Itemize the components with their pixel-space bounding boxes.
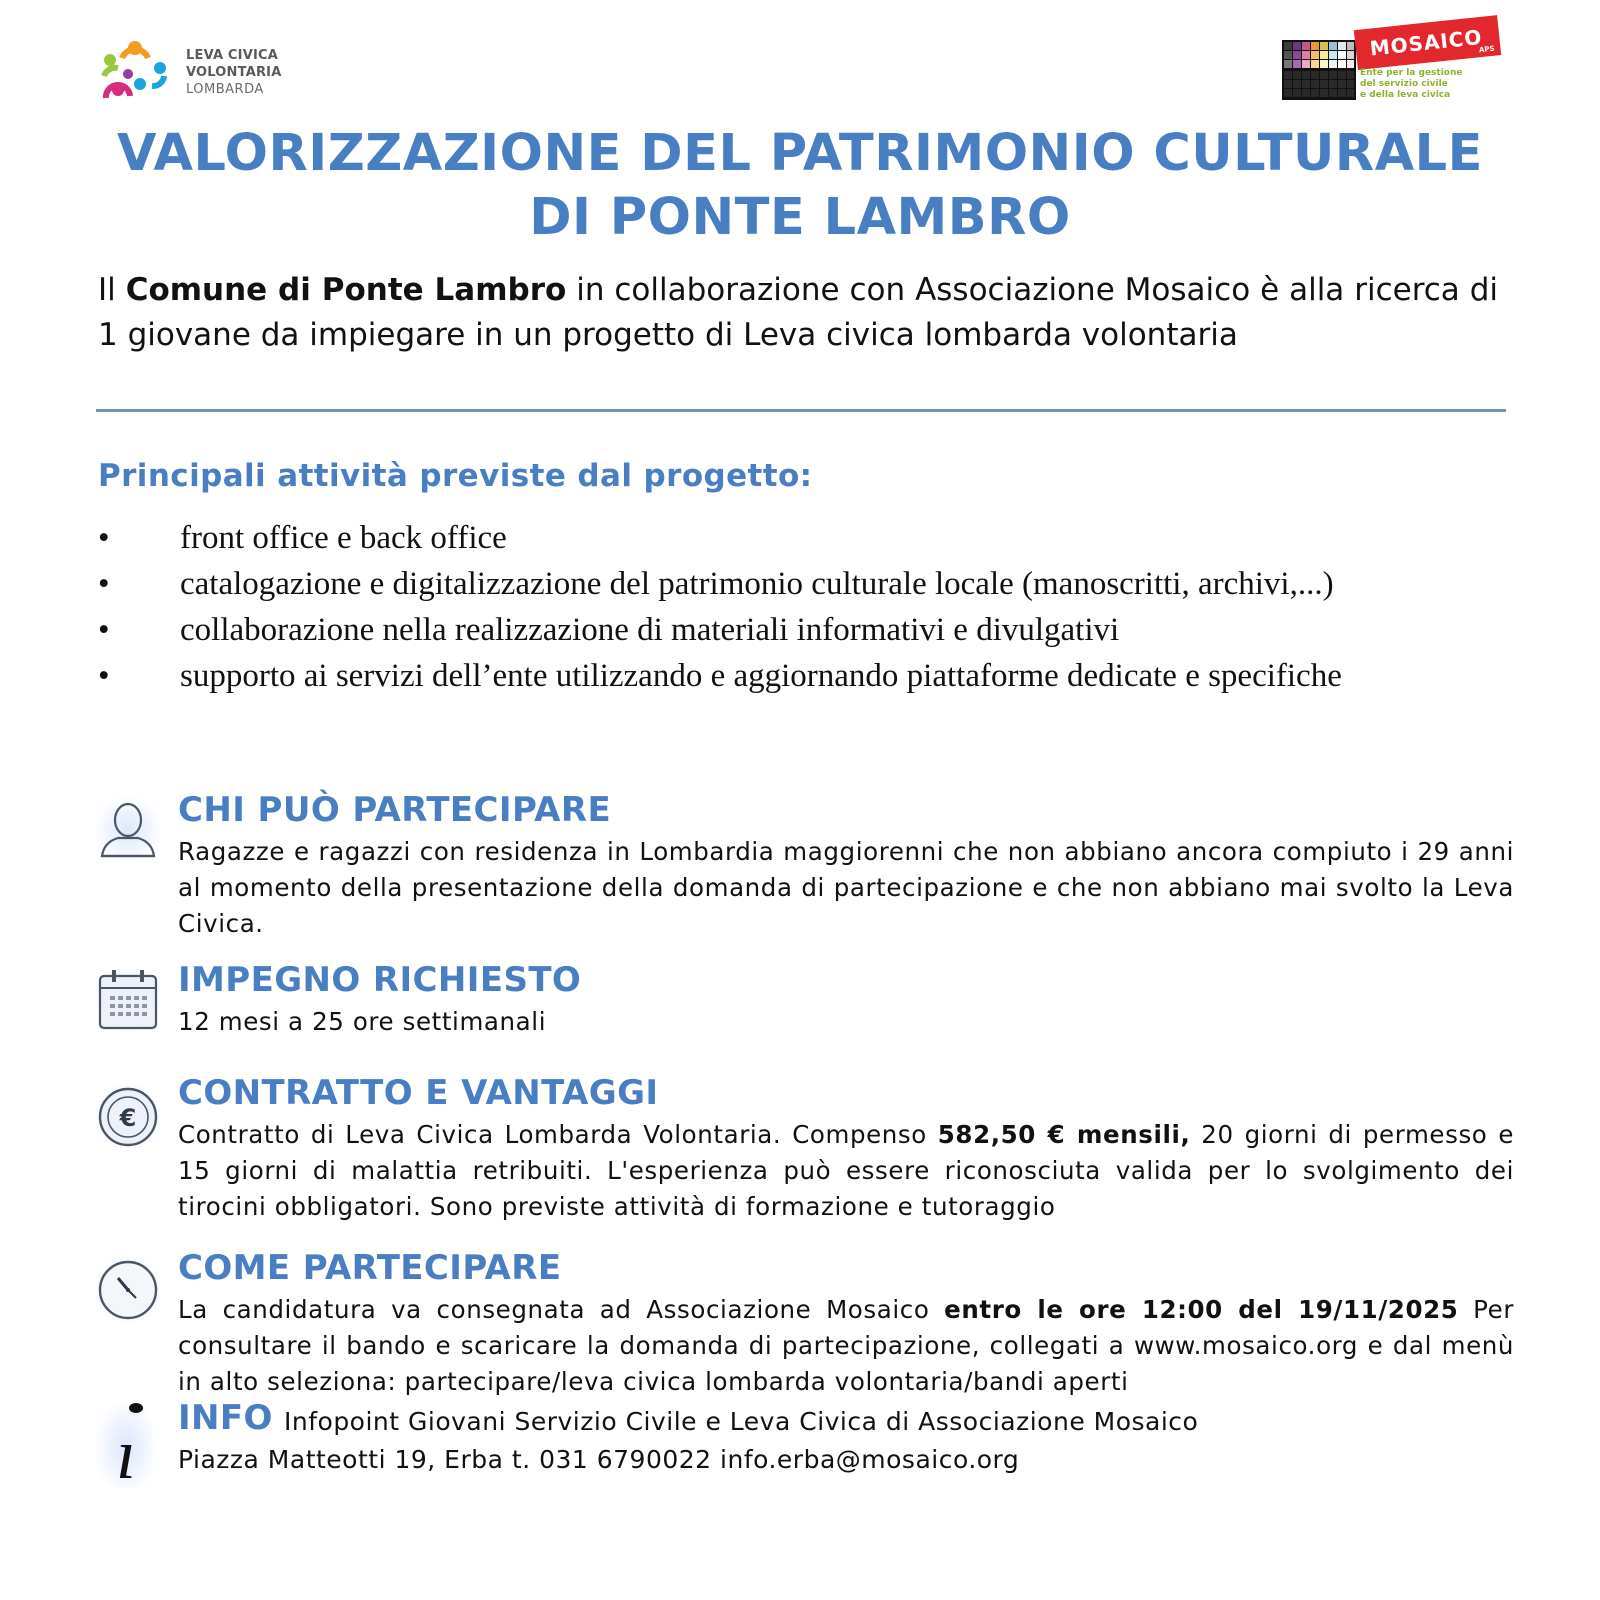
section-body bbox=[178, 1117, 1514, 1225]
compenso-value: 582,50 € mensili, bbox=[937, 1120, 1191, 1149]
clock-icon bbox=[96, 1258, 160, 1322]
person-icon bbox=[96, 798, 160, 862]
activities-heading: Principali attività previste dal progetto: bbox=[98, 458, 813, 494]
bullet: • bbox=[98, 612, 110, 648]
section-body: 12 mesi a 25 ore settimanali bbox=[178, 1007, 547, 1036]
activities-list bbox=[98, 515, 1578, 699]
bullet: • bbox=[98, 566, 110, 602]
mosaico-tagline bbox=[1360, 68, 1463, 101]
section-heading: IMPEGNO RICHIESTO bbox=[178, 960, 582, 1000]
bullet: • bbox=[98, 520, 110, 556]
calendar-icon bbox=[96, 968, 160, 1032]
section-heading: CONTRATTO E VANTAGGI bbox=[178, 1073, 659, 1113]
mosaico-grid-icon bbox=[1282, 40, 1356, 100]
mosaico-tagline-line: e della leva civica bbox=[1360, 90, 1451, 100]
activity-text: front office e back office bbox=[180, 520, 507, 556]
title-line-1: VALORIZZAZIONE DEL PATRIMONIO CULTURALE bbox=[117, 124, 1483, 183]
divider bbox=[96, 409, 1506, 412]
body-text: La candidatura va consegnata ad Associazione Mosaico bbox=[178, 1295, 945, 1324]
info-line-1: Infopoint Giovani Servizio Civile e Leva Civica di Associazione Mosaico bbox=[284, 1407, 1199, 1436]
section-heading: CHI PUÒ PARTECIPARE bbox=[178, 790, 612, 830]
list-item bbox=[98, 653, 1578, 699]
intro-entity: Comune di Ponte Lambro bbox=[125, 272, 567, 308]
section-body: Ragazze e ragazzi con residenza in Lombardia maggiorenni che non abbiano ancora compiuto i 29 anni al momento della presentazione della domanda di partecipazione e che non abbiano mai svolto la Leva Civica. bbox=[178, 837, 1514, 938]
mosaico-aps: APS bbox=[1478, 44, 1495, 55]
page-title bbox=[60, 122, 1540, 250]
activity-text: supporto ai servizi dell’ente utilizzando e aggiornando piattaforme dedicate e specifiche bbox=[180, 658, 1342, 694]
logo-line-3: LOMBARDA bbox=[186, 82, 264, 97]
svg-text:ı: ı bbox=[115, 1414, 137, 1488]
list-item bbox=[98, 607, 1578, 653]
svg-text:€: € bbox=[119, 1104, 137, 1132]
leva-civica-logo-icon bbox=[100, 38, 170, 104]
intro-rest: in collaborazione con Associazione Mosaico è alla ricerca di 1 giovane da impiegare in un progetto di Leva civica lombarda volontaria bbox=[98, 272, 1499, 353]
body-text: Per consultare il bando e scaricare la domanda di partecipazione, collegati a www.mosaico.org e dal menù in alto seleziona: partecipare/leva civica lombarda volontaria/bandi aperti bbox=[178, 1295, 1514, 1396]
mosaico-tagline-line: Ente per la gestione bbox=[1360, 68, 1463, 78]
bullet: • bbox=[98, 658, 110, 694]
deadline: entro le ore 12:00 del 19/11/2025 bbox=[944, 1295, 1459, 1324]
intro-paragraph bbox=[98, 268, 1498, 358]
logo-line-2: VOLONTARIA bbox=[186, 65, 282, 80]
list-item bbox=[98, 561, 1578, 607]
mosaico-banner bbox=[1354, 15, 1501, 70]
list-item bbox=[98, 515, 1578, 561]
euro-coin-icon bbox=[96, 1085, 160, 1149]
section-body bbox=[178, 1292, 1514, 1400]
body-text: 20 giorni di permesso e 15 giorni di malattia retribuiti. L'esperienza può essere riconosciuta valida per lo svolgimento dei tirocini obbligatori. Sono previste attività di formazione e tutoraggio bbox=[178, 1120, 1514, 1221]
logo-line-1: LEVA CIVICA bbox=[186, 48, 279, 63]
mosaico-name: MOSAICO bbox=[1368, 24, 1484, 61]
mosaico-tagline-line: del servizio civile bbox=[1360, 79, 1448, 89]
activity-text: collaborazione nella realizzazione di materiali informativi e divulgativi bbox=[180, 612, 1120, 648]
section-heading: INFO bbox=[178, 1398, 273, 1438]
title-line-2: DI PONTE LAMBRO bbox=[529, 188, 1071, 247]
body-text: Contratto di Leva Civica Lombarda Volontaria. Compenso bbox=[178, 1120, 938, 1149]
section-heading: COME PARTECIPARE bbox=[178, 1248, 562, 1288]
info-line-2: Piazza Matteotti 19, Erba t. 031 6790022 info.erba@mosaico.org bbox=[178, 1445, 1020, 1474]
activity-text: catalogazione e digitalizzazione del patrimonio culturale locale (manoscritti, archivi,...) bbox=[180, 566, 1334, 602]
intro-prefix: Il bbox=[98, 272, 126, 308]
logo-mosaico bbox=[1282, 24, 1502, 104]
info-icon bbox=[96, 1398, 156, 1488]
logo-leva-civica bbox=[100, 38, 330, 104]
